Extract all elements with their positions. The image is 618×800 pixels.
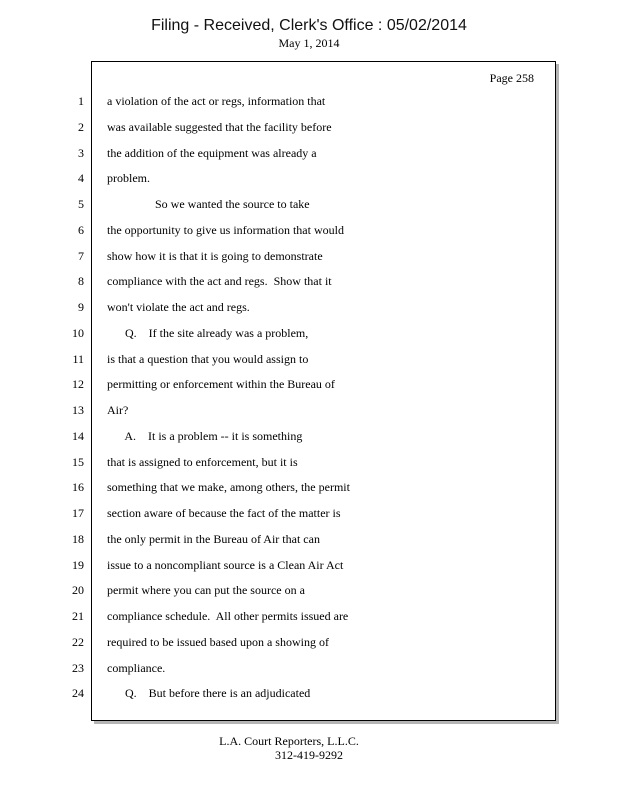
line-number: 1 bbox=[78, 94, 84, 108]
transcript-line-text: compliance with the act and regs. Show that it bbox=[107, 274, 332, 288]
court-reporter-phone: 312-419-9292 bbox=[275, 748, 343, 762]
line-number: 18 bbox=[72, 532, 84, 546]
transcript-line-text: the only permit in the Bureau of Air that can bbox=[107, 532, 320, 546]
line-number: 23 bbox=[72, 661, 84, 675]
transcript-line-text: is that a question that you would assign to bbox=[107, 352, 309, 366]
line-number: 19 bbox=[72, 558, 84, 572]
transcript-line-text: compliance schedule. All other permits issued are bbox=[107, 609, 349, 623]
page-number: Page 258 bbox=[489, 71, 534, 85]
line-number: 12 bbox=[72, 377, 84, 391]
line-number: 9 bbox=[78, 300, 84, 314]
transcript-line-text: something that we make, among others, the permit bbox=[107, 480, 350, 494]
transcript-line-text: Air? bbox=[107, 403, 129, 417]
transcript-line-text: required to be issued based upon a showing of bbox=[107, 635, 329, 649]
transcript-line-text: permit where you can put the source on a bbox=[107, 583, 305, 597]
line-number: 16 bbox=[72, 480, 84, 494]
transcript-line-text: compliance. bbox=[107, 661, 166, 675]
transcript-line-text: Q. But before there is an adjudicated bbox=[107, 686, 311, 700]
transcript-line-text: won't violate the act and regs. bbox=[107, 300, 250, 314]
transcript-line-text: that is assigned to enforcement, but it is bbox=[107, 455, 298, 469]
transcript-date: May 1, 2014 bbox=[278, 36, 340, 50]
line-number: 20 bbox=[72, 583, 84, 597]
line-number: 3 bbox=[78, 146, 84, 160]
line-number: 21 bbox=[72, 609, 84, 623]
line-number: 8 bbox=[78, 274, 84, 288]
line-number: 15 bbox=[72, 455, 84, 469]
line-number: 24 bbox=[72, 686, 84, 700]
court-reporter-company: L.A. Court Reporters, L.L.C. bbox=[219, 734, 359, 748]
line-number: 7 bbox=[78, 249, 84, 263]
line-number: 11 bbox=[72, 352, 84, 366]
transcript-line-text: the addition of the equipment was already a bbox=[107, 146, 317, 160]
transcript-line-text: a violation of the act or regs, information that bbox=[107, 94, 326, 108]
line-number: 13 bbox=[72, 403, 84, 417]
transcript-line-text: issue to a noncompliant source is a Clean Air Act bbox=[107, 558, 344, 572]
transcript-line-text: the opportunity to give us information that would bbox=[107, 223, 344, 237]
line-number: 14 bbox=[72, 429, 84, 443]
transcript-line-text: show how it is that it is going to demonstrate bbox=[107, 249, 323, 263]
transcript-line-text: Q. If the site already was a problem, bbox=[107, 326, 309, 340]
line-number: 22 bbox=[72, 635, 84, 649]
line-number: 10 bbox=[72, 326, 84, 340]
transcript-line-text: permitting or enforcement within the Bureau of bbox=[107, 377, 335, 391]
line-number: 5 bbox=[78, 197, 84, 211]
transcript-line-text: section aware of because the fact of the matter is bbox=[107, 506, 341, 520]
line-number: 17 bbox=[72, 506, 84, 520]
line-number: 4 bbox=[78, 171, 84, 185]
line-number: 2 bbox=[78, 120, 84, 134]
transcript-line-text: So we wanted the source to take bbox=[107, 197, 310, 211]
filing-stamp-header: Filing - Received, Clerk's Office : 05/02/2014 bbox=[151, 17, 467, 34]
transcript-line-text: problem. bbox=[107, 171, 150, 185]
line-number: 6 bbox=[78, 223, 84, 237]
transcript-line-text: A. It is a problem -- it is something bbox=[107, 429, 303, 443]
transcript-line-text: was available suggested that the facility before bbox=[107, 120, 332, 134]
